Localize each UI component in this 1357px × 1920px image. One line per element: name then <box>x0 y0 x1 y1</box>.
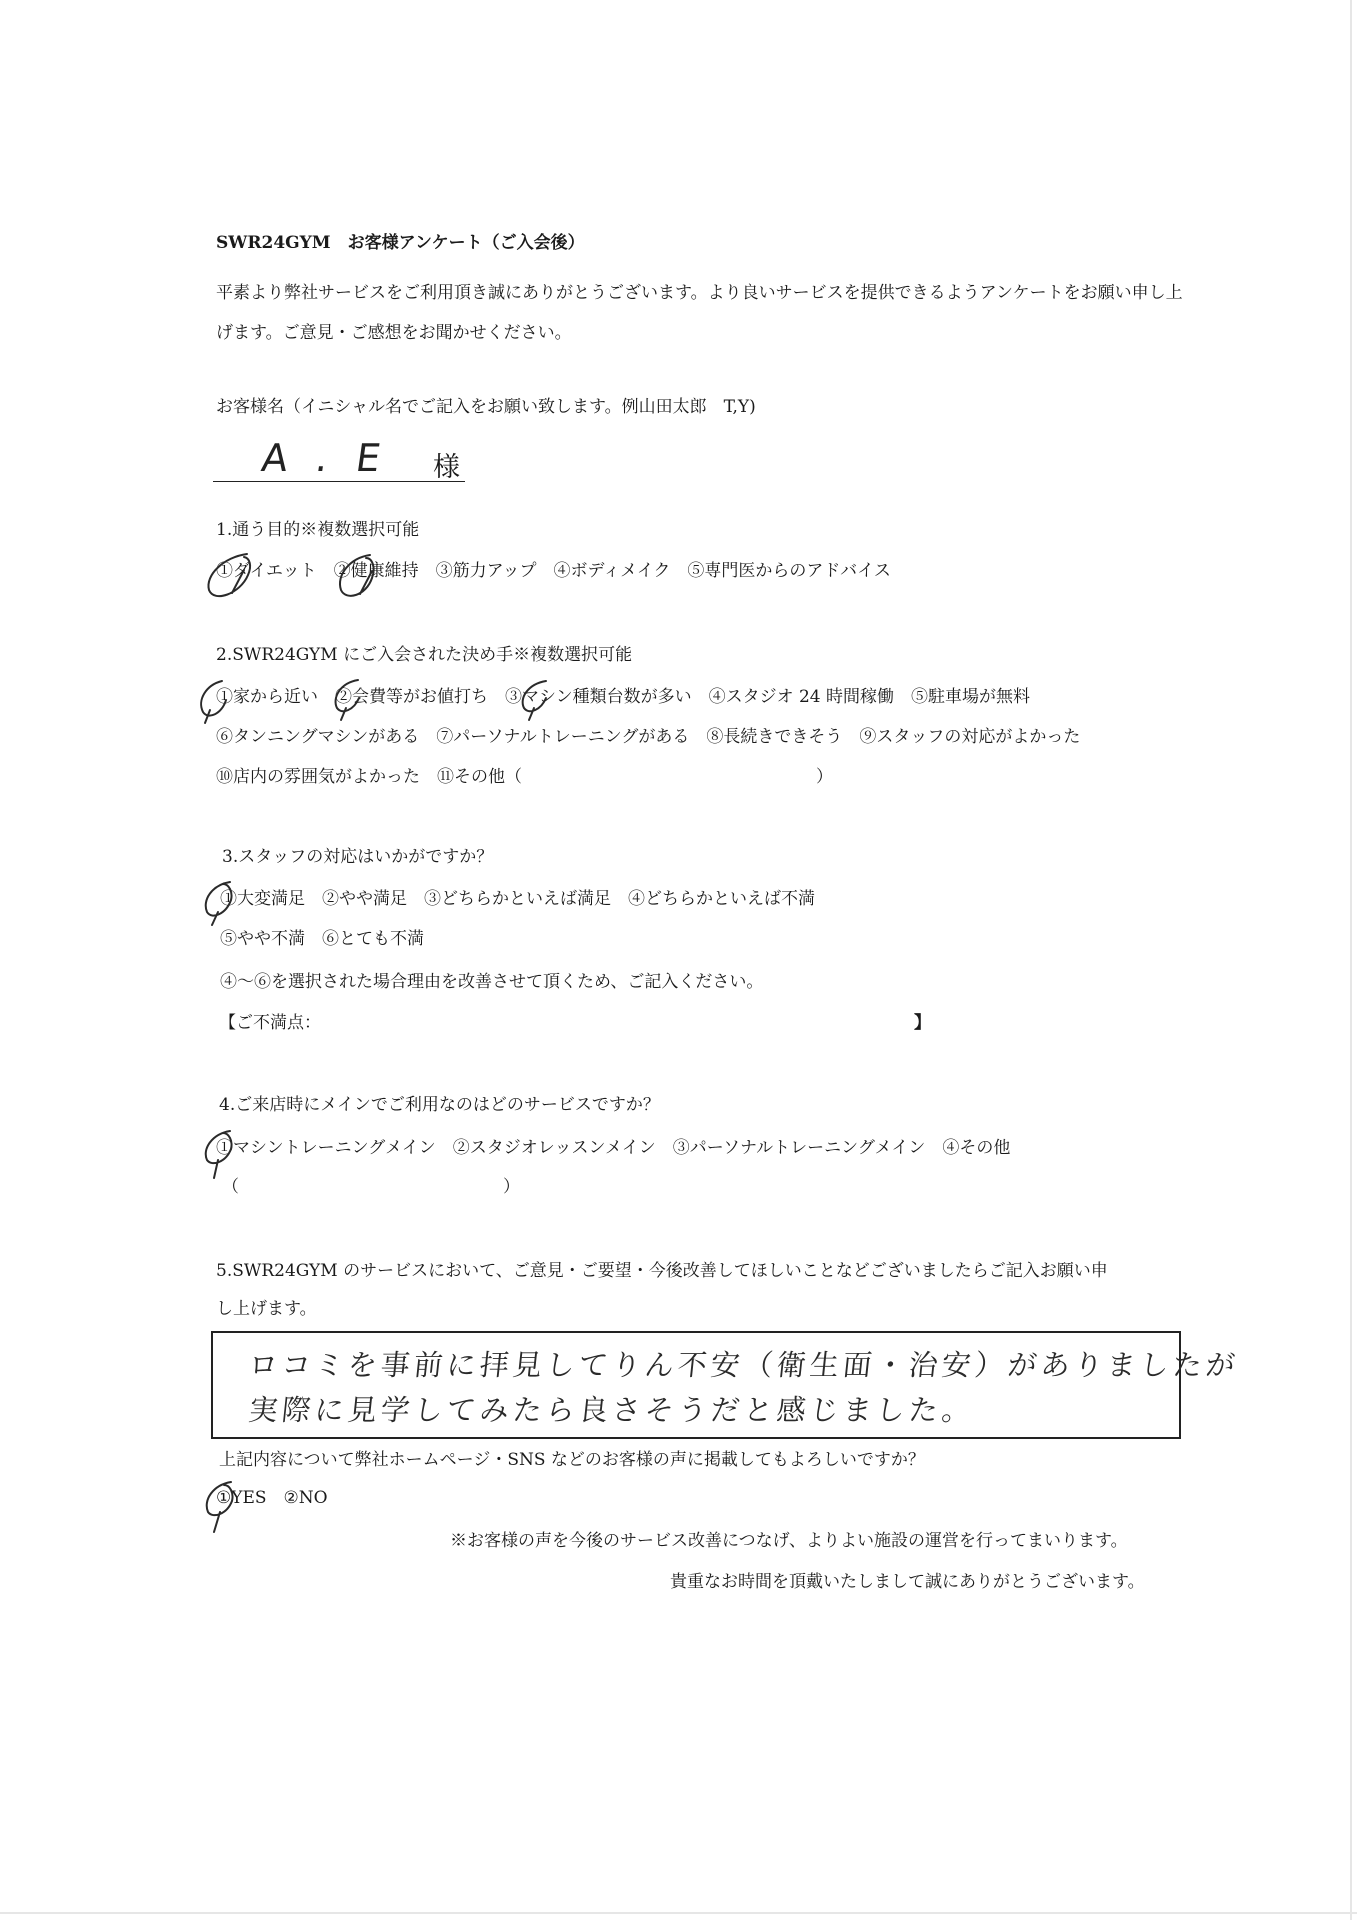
closing-line2: 貴重なお時間を頂戴いたしまして誠にありがとうございます。 <box>670 1572 1145 1592</box>
q2-options-row3[interactable]: ⑩店内の雰囲気がよかった ⑪その他（ <box>216 767 522 787</box>
circle-mark-q2-3 <box>523 681 546 720</box>
q2-options-row2[interactable]: ⑥タンニングマシンがある ⑦パーソナルトレーニングがある ⑧長続きできそう ⑨スタッフの対応がよかった <box>216 727 1081 747</box>
consent-options[interactable]: ①YES ②NO <box>216 1488 328 1508</box>
circle-mark-q2-2 <box>336 680 359 720</box>
q1-options[interactable]: ①ダイエット ②健康維持 ③筋力アップ ④ボディメイク ⑤専門医からのアドバイス <box>216 561 891 581</box>
q2-title: 2.SWR24GYM にご入会された決め手※複数選択可能 <box>216 645 633 665</box>
q2-options-row1[interactable]: ①家から近い ②会費等がお値打ち ③マシン種類台数が多い ④スタジオ 24 時間稼働 ⑤駐車場が無料 <box>216 687 1031 707</box>
form-title: SWR24GYM お客様アンケート（ご入会後） <box>216 233 585 253</box>
q5-title-line2: し上げます。 <box>216 1299 317 1319</box>
q5-answer-line1: ロコミを事前に拝見してりん不安（衛生面・治安）がありましたが <box>247 1348 1241 1382</box>
circle-mark-q3-1 <box>206 882 232 925</box>
scan-border-bottom <box>0 1912 1357 1914</box>
q3-title: 3.スタッフの対応はいかがですか？ <box>222 847 494 867</box>
circle-mark-q4-1 <box>206 1131 232 1178</box>
complaint-field-close: 】 <box>914 1013 931 1033</box>
intro-text: 平素より弊社サービスをご利用頂き誠にありがとうございます。より良いサービスを提供できるようアンケートをお願い申し上げます。ご意見・ご感想をお聞かせください。 <box>216 283 1183 343</box>
q4-title: 4.ご来店時にメインでご利用なのはどのサービスですか？ <box>219 1095 660 1115</box>
closing-line1: ※お客様の声を今後のサービス改善につなげ、よりよい施設の運営を行ってまいります。 <box>450 1531 1128 1551</box>
q4-other-close: ） <box>503 1177 520 1197</box>
q5-answer-line2: 実際に見学してみたら良さそうだと感じました。 <box>247 1393 977 1427</box>
consent-question: 上記内容について弊社ホームページ・SNS などのお客様の声に掲載してもよろしいですか？ <box>219 1450 925 1470</box>
q4-other-open: （ <box>222 1177 239 1197</box>
q3-options-row2[interactable]: ⑤やや不満 ⑥とても不満 <box>220 929 424 949</box>
scan-border-right <box>1350 0 1352 1920</box>
circle-mark-consent-yes <box>207 1482 233 1532</box>
q3-note: ④〜⑥を選択された場合理由を改善させて頂くため、ご記入ください。 <box>220 972 764 992</box>
customer-initials[interactable]: A . E <box>258 436 392 480</box>
q1-title: 1.通う目的※複数選択可能 <box>216 520 420 540</box>
complaint-field-open[interactable]: 【ご不満点： <box>219 1013 321 1033</box>
circle-mark-q2-1 <box>201 681 226 723</box>
q5-title-line1: 5.SWR24GYM のサービスにおいて、ご意見・ご要望・今後改善してほしいことなどございましたらご記入お願い申 <box>216 1261 1108 1281</box>
q3-options-row1[interactable]: ①大変満足 ②やや満足 ③どちらかといえば満足 ④どちらかといえば不満 <box>220 889 815 909</box>
q2-other-close: ） <box>816 767 833 787</box>
q4-options[interactable]: ①マシントレーニングメイン ②スタジオレッスンメイン ③パーソナルトレーニングメイン ④その他 <box>216 1138 1011 1158</box>
circle-mark-q1-1 <box>208 554 250 596</box>
circle-mark-q1-2 <box>340 555 374 596</box>
customer-name-label: お客様名（イニシャル名でご記入をお願い致します。例山田太郎 T,Y) <box>216 397 756 417</box>
customer-honorific: 様 <box>433 452 460 483</box>
